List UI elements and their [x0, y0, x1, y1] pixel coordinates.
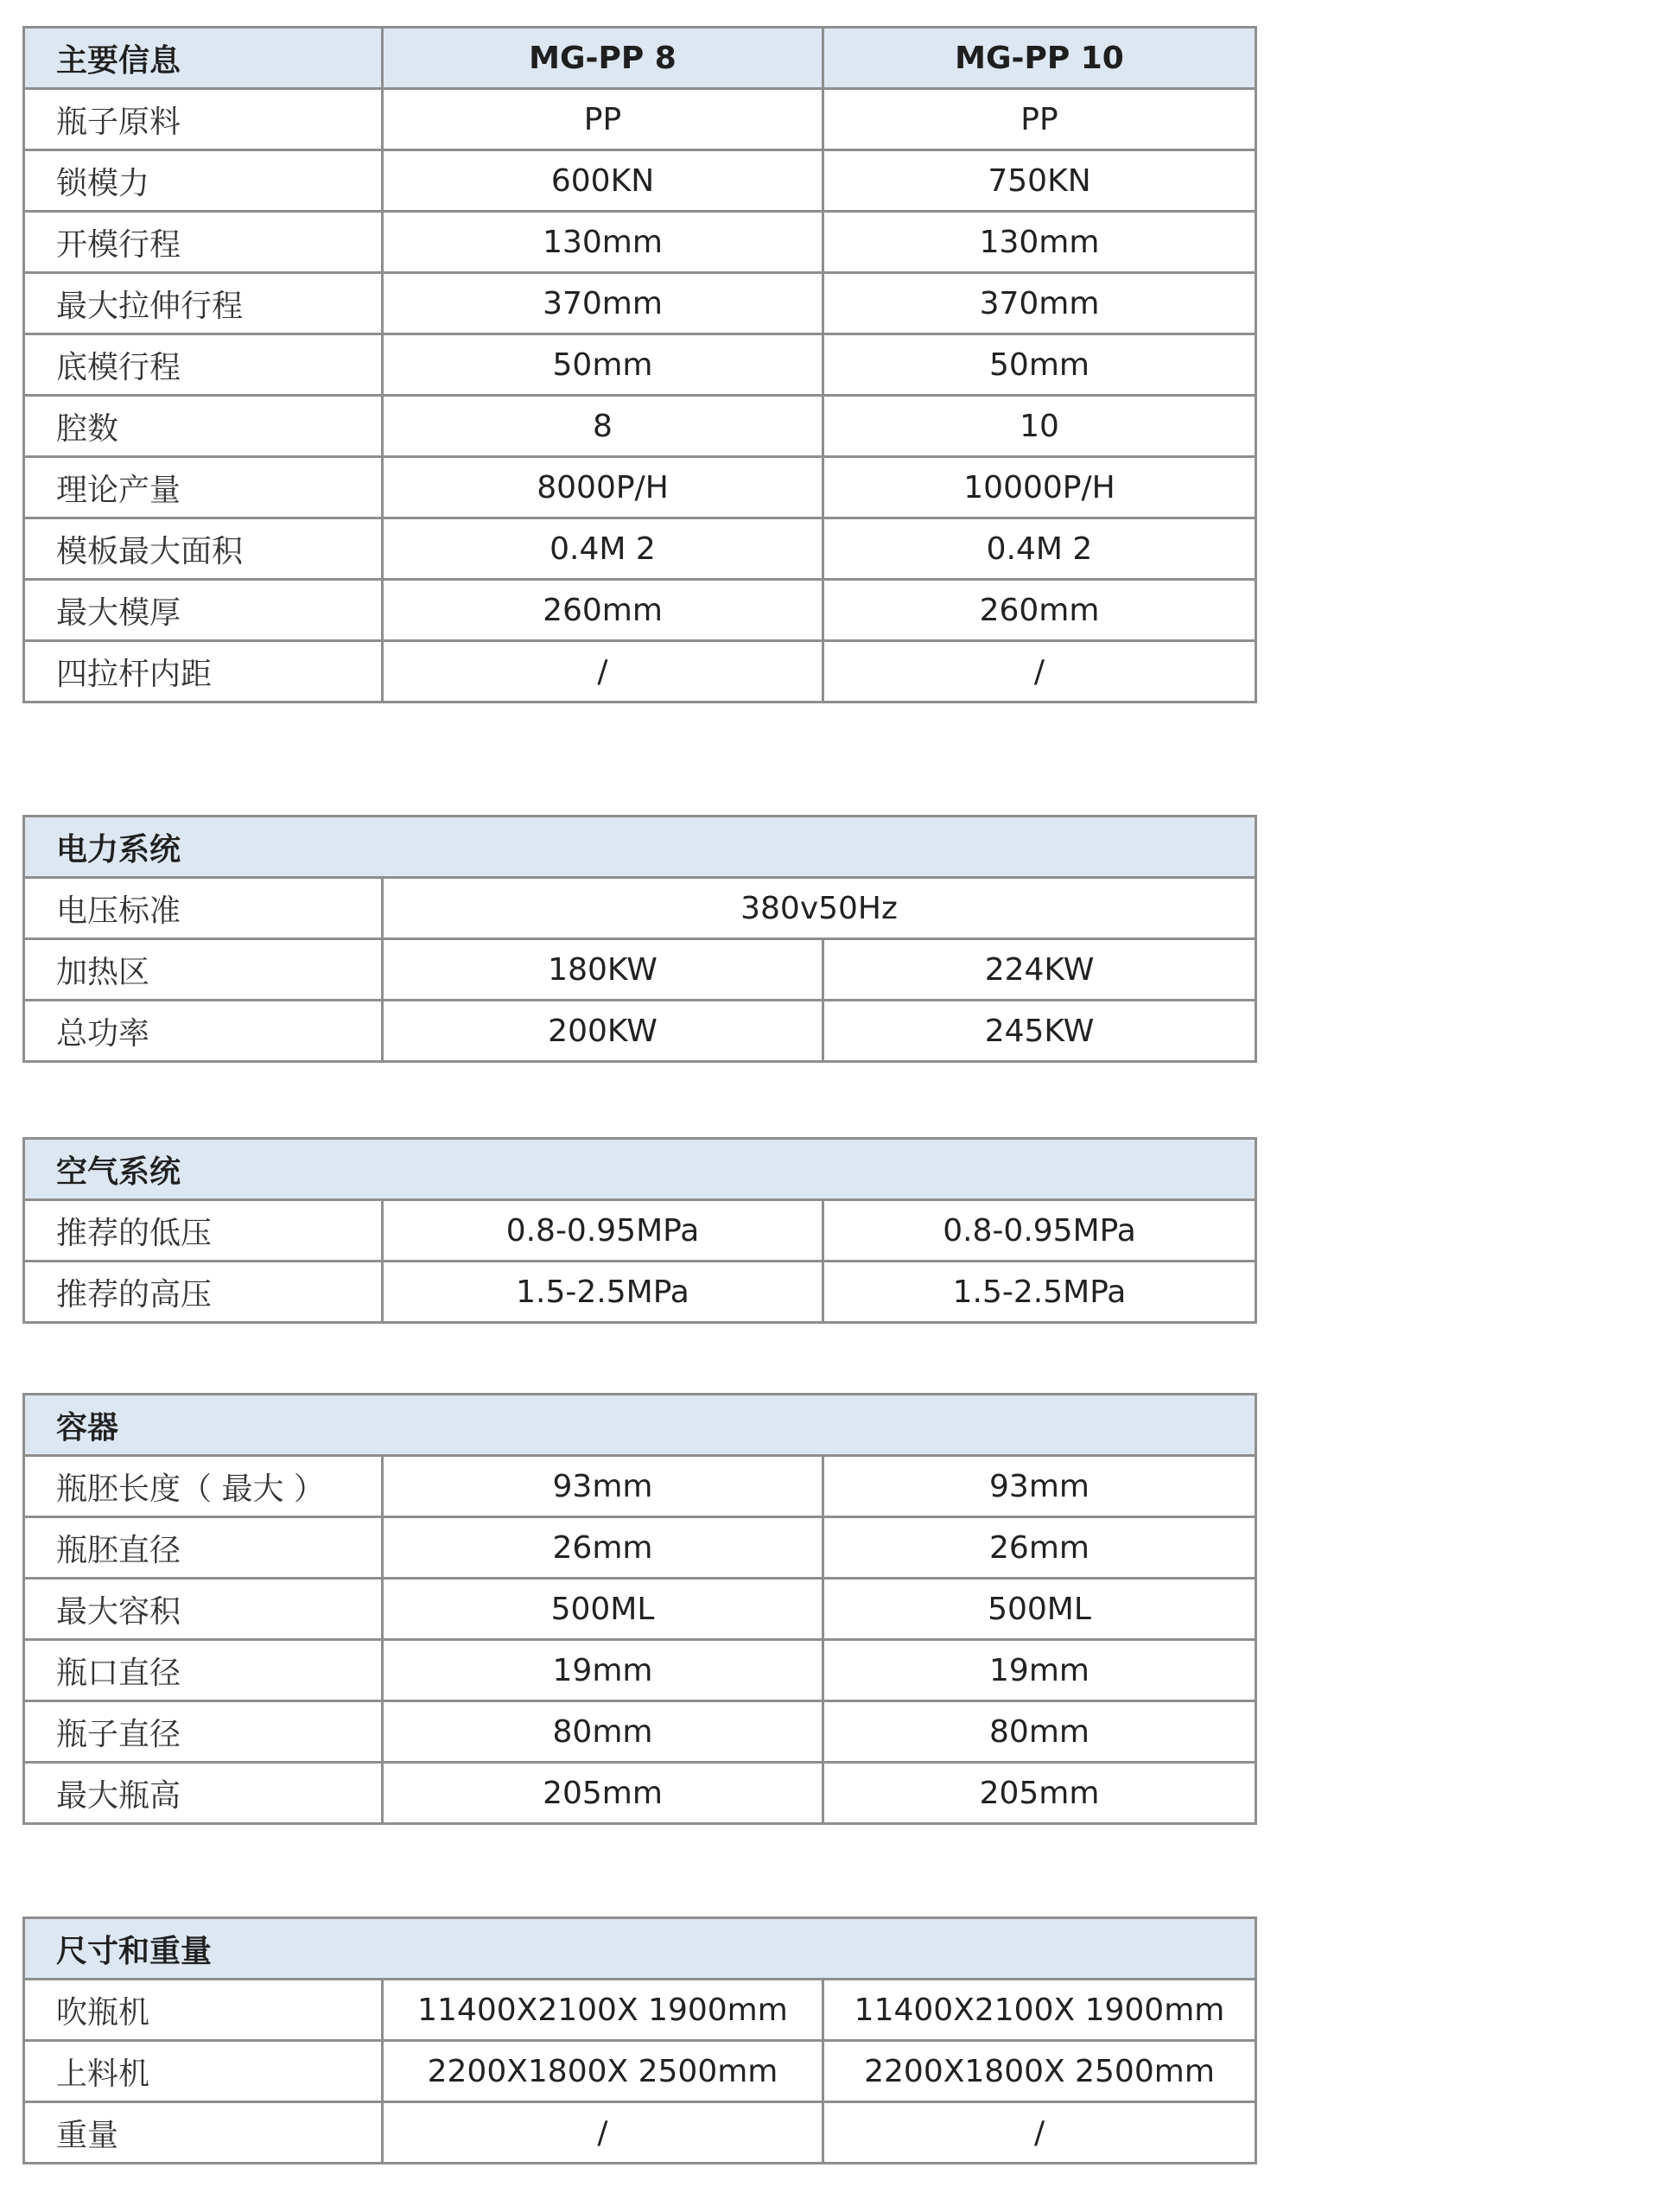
row-label: 腔数 [24, 396, 383, 457]
power-system-header-row [24, 817, 1256, 878]
model-b-value: 500ML [823, 1579, 1256, 1640]
table-row [24, 580, 1256, 641]
model-b-value: 26mm [823, 1517, 1256, 1579]
model-b-value: 80mm [823, 1701, 1256, 1763]
model-a-value: 1.5-2.5MPa [383, 1262, 823, 1323]
table-row [24, 641, 1256, 702]
table-row [24, 1517, 1256, 1579]
main-info-title: 主要信息 [24, 28, 383, 89]
model-b-value: 0.8-0.95MPa [823, 1200, 1256, 1262]
row-label: 开模行程 [24, 212, 383, 273]
model-b-value: 245KW [823, 1001, 1256, 1062]
table-row [24, 1200, 1256, 1262]
model-a-value: PP [383, 89, 823, 150]
table-row [24, 212, 1256, 273]
model-a-value: 500ML [383, 1579, 823, 1640]
model-b-value: 205mm [823, 1763, 1256, 1824]
model-b-value: 93mm [823, 1456, 1256, 1517]
power-system-title: 电力系统 [24, 817, 1256, 878]
row-label: 重量 [24, 2102, 383, 2164]
row-label: 电压标准 [24, 878, 383, 939]
model-a-value: 200KW [383, 1001, 823, 1062]
table-row [24, 1980, 1256, 2041]
row-label: 瓶胚直径 [24, 1517, 383, 1579]
table-row [24, 2041, 1256, 2102]
table-row [24, 1262, 1256, 1323]
table-row [24, 396, 1256, 457]
model-b-value: PP [823, 89, 1256, 150]
main-info-table [22, 26, 1257, 703]
power-system-table [22, 815, 1257, 1063]
table-row [24, 1701, 1256, 1763]
model-b-header: MG-PP 10 [823, 28, 1256, 89]
air-system-header-row [24, 1139, 1256, 1200]
model-a-value: 370mm [383, 273, 823, 334]
row-label: 锁模力 [24, 150, 383, 212]
model-a-value: 260mm [383, 580, 823, 641]
air-system-title: 空气系统 [24, 1139, 1256, 1200]
model-b-value: 1.5-2.5MPa [823, 1262, 1256, 1323]
container-title: 容器 [24, 1395, 1256, 1456]
model-b-value: 19mm [823, 1640, 1256, 1701]
container-header-row [24, 1395, 1256, 1456]
container-table [22, 1393, 1257, 1825]
table-row [24, 1763, 1256, 1824]
row-label: 总功率 [24, 1001, 383, 1062]
row-label: 模板最大面积 [24, 518, 383, 580]
table-row [24, 878, 1256, 939]
model-a-value: 19mm [383, 1640, 823, 1701]
row-label: 瓶胚长度（ 最大 ） [24, 1456, 383, 1517]
row-label: 瓶子原料 [24, 89, 383, 150]
model-a-value: / [383, 2102, 823, 2164]
dimensions-weight-title: 尺寸和重量 [24, 1918, 1256, 1980]
model-a-value: 0.8-0.95MPa [383, 1200, 823, 1262]
dimensions-weight-header-row [24, 1918, 1256, 1980]
model-b-value: 10 [823, 396, 1256, 457]
model-a-value: 80mm [383, 1701, 823, 1763]
table-row [24, 1579, 1256, 1640]
air-system-table [22, 1137, 1257, 1324]
model-b-value: 2200X1800X 2500mm [823, 2041, 1256, 2102]
model-a-value: 0.4M 2 [383, 518, 823, 580]
row-label: 推荐的高压 [24, 1262, 383, 1323]
row-label: 底模行程 [24, 334, 383, 396]
model-a-value: 600KN [383, 150, 823, 212]
table-row [24, 1456, 1256, 1517]
table-row [24, 2102, 1256, 2164]
row-label: 最大拉伸行程 [24, 273, 383, 334]
model-a-value: / [383, 641, 823, 702]
table-row [24, 1640, 1256, 1701]
model-b-value: 370mm [823, 273, 1256, 334]
model-a-value: 26mm [383, 1517, 823, 1579]
table-row [24, 518, 1256, 580]
model-a-value: 8 [383, 396, 823, 457]
model-b-value: 50mm [823, 334, 1256, 396]
row-label: 理论产量 [24, 457, 383, 518]
model-b-value: 224KW [823, 939, 1256, 1001]
table-row [24, 334, 1256, 396]
model-a-value: 8000P/H [383, 457, 823, 518]
table-row [24, 89, 1256, 150]
model-a-header: MG-PP 8 [383, 28, 823, 89]
model-b-value: 750KN [823, 150, 1256, 212]
row-label: 瓶子直径 [24, 1701, 383, 1763]
table-row [24, 1001, 1256, 1062]
table-row [24, 457, 1256, 518]
main-info-header-row [24, 28, 1256, 89]
row-label: 最大模厚 [24, 580, 383, 641]
table-row [24, 273, 1256, 334]
table-row [24, 939, 1256, 1001]
row-label: 上料机 [24, 2041, 383, 2102]
row-label: 吹瓶机 [24, 1980, 383, 2041]
model-a-value: 205mm [383, 1763, 823, 1824]
model-b-value: / [823, 2102, 1256, 2164]
model-b-value: 260mm [823, 580, 1256, 641]
table-row [24, 150, 1256, 212]
model-b-value: 0.4M 2 [823, 518, 1256, 580]
model-a-value: 11400X2100X 1900mm [383, 1980, 823, 2041]
dimensions-weight-table [22, 1916, 1257, 2164]
voltage-value: 380v50Hz [383, 878, 1256, 939]
model-a-value: 180KW [383, 939, 823, 1001]
row-label: 加热区 [24, 939, 383, 1001]
model-a-value: 2200X1800X 2500mm [383, 2041, 823, 2102]
model-a-value: 50mm [383, 334, 823, 396]
row-label: 最大瓶高 [24, 1763, 383, 1824]
model-b-value: / [823, 641, 1256, 702]
row-label: 推荐的低压 [24, 1200, 383, 1262]
model-a-value: 130mm [383, 212, 823, 273]
model-b-value: 10000P/H [823, 457, 1256, 518]
row-label: 四拉杆内距 [24, 641, 383, 702]
model-a-value: 93mm [383, 1456, 823, 1517]
model-b-value: 11400X2100X 1900mm [823, 1980, 1256, 2041]
row-label: 瓶口直径 [24, 1640, 383, 1701]
row-label: 最大容积 [24, 1579, 383, 1640]
model-b-value: 130mm [823, 212, 1256, 273]
